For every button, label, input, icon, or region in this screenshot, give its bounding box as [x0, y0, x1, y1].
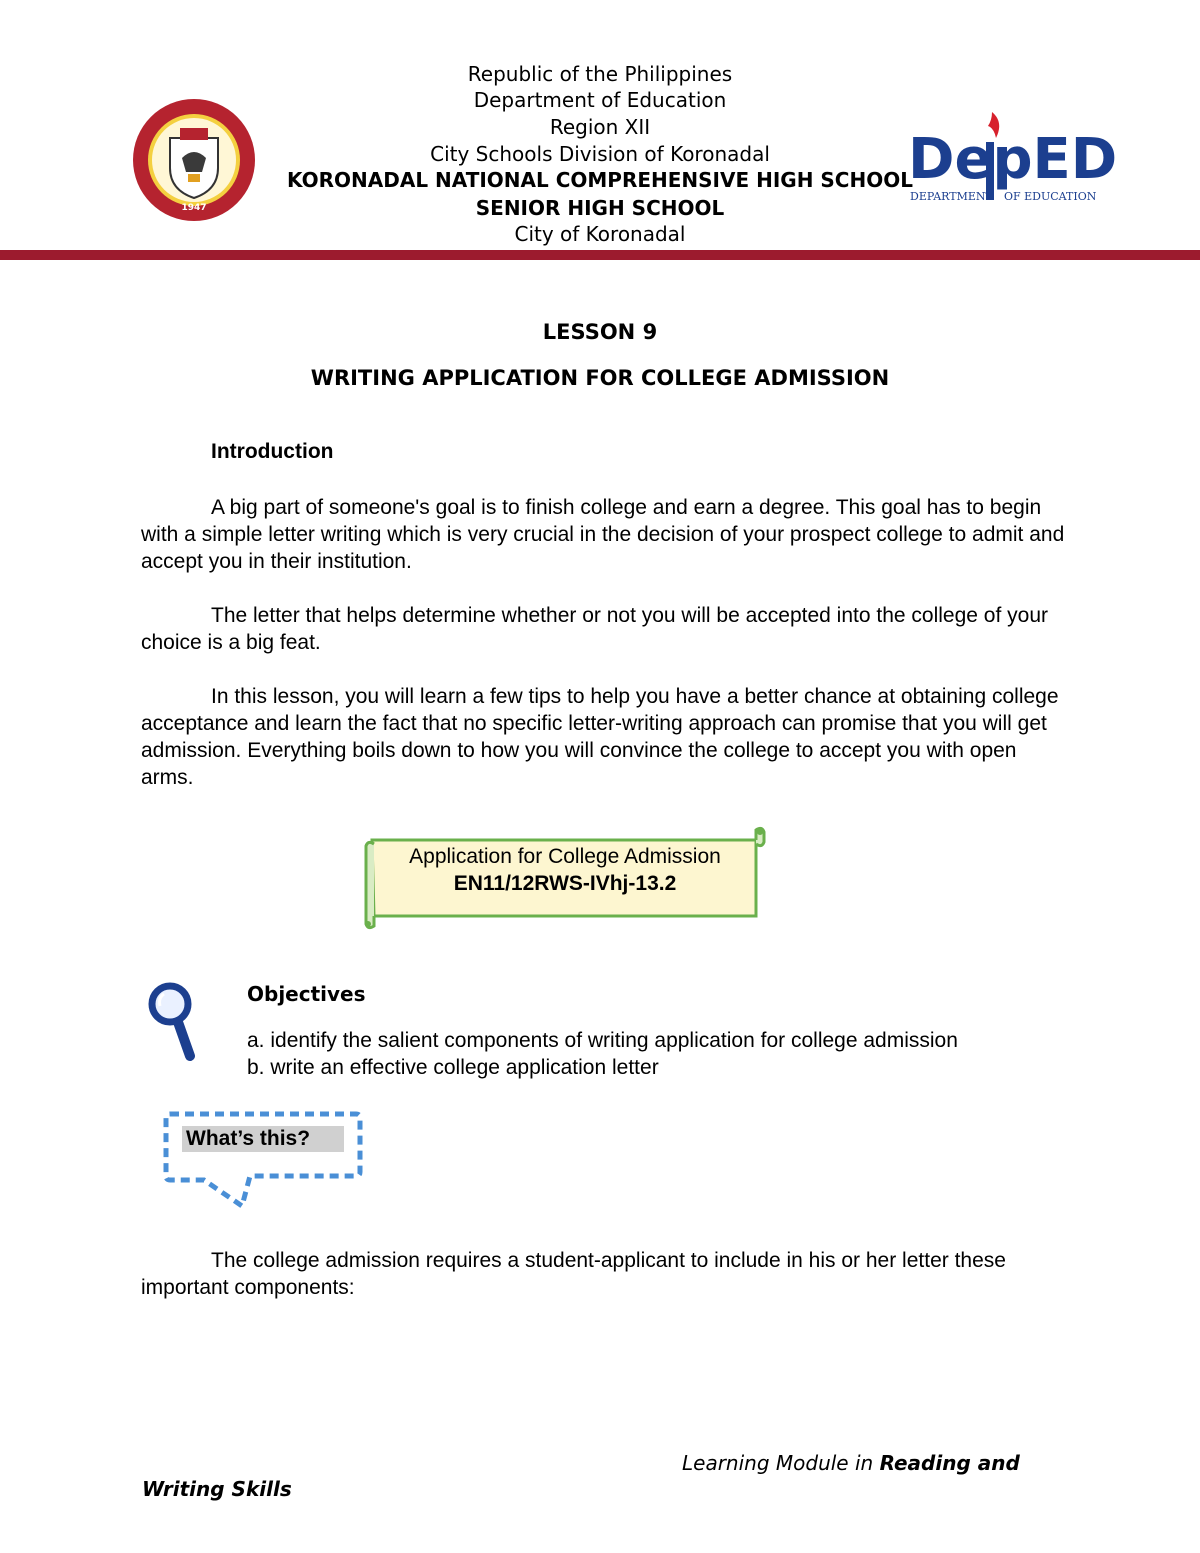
intro-paragraph-3-text: In this lesson, you will learn a few tips to help you have a better chance at obtaining college acceptance and learn the fact that no specific letter-writing approach can promise that you will get admission. Everything boils down to how you will convince the college to accept you with open arms. — [141, 685, 1059, 789]
objective-item-b: b. write an effective college application letter — [247, 1056, 659, 1079]
objectives-list — [247, 1027, 1107, 1081]
header-school-name: KORONADAL NATIONAL COMPREHENSIVE HIGH SCHOOL — [287, 168, 913, 192]
objective-item-a: a. identify the salient components of writing application for college admission — [247, 1029, 958, 1052]
competency-title: Application for College Admission — [409, 845, 721, 868]
deped-logo — [906, 108, 1118, 206]
objectives-heading: Objectives — [247, 982, 366, 1006]
svg-text:OF EDUCATION: OF EDUCATION — [1004, 190, 1097, 203]
introduction-heading: Introduction — [211, 440, 334, 463]
footer-module-title — [682, 1451, 1020, 1475]
speech-bubble — [160, 1108, 366, 1216]
header-department: Department of Education — [473, 88, 727, 112]
components-paragraph-text: The college admission requires a student-applicant to include in his or her letter these important components: — [141, 1249, 1006, 1299]
magnifier-icon — [146, 980, 202, 1064]
footer-subject-b: Writing Skills — [142, 1477, 292, 1501]
header-division: City Schools Division of Koronadal — [430, 142, 770, 166]
intro-paragraph-3 — [141, 683, 1071, 791]
svg-text:DepED: DepED — [908, 127, 1118, 192]
svg-text:DEPARTMENT: DEPARTMENT — [910, 190, 993, 203]
footer-prefix: Learning Module in — [682, 1451, 880, 1475]
header-senior-high: SENIOR HIGH SCHOOL — [475, 196, 725, 220]
header-divider-bar — [0, 250, 1200, 260]
intro-paragraph-1-text: A big part of someone's goal is to finish college and earn a degree. This goal has to begin with a simple letter writing which is very crucial in the decision of your prospect college to admit and accept you in their institution. — [141, 496, 1065, 573]
intro-paragraph-1 — [141, 494, 1071, 575]
lesson-title: WRITING APPLICATION FOR COLLEGE ADMISSION — [310, 366, 890, 390]
footer-subject-a: Reading and — [879, 1451, 1020, 1475]
header-city: City of Koronadal — [514, 222, 686, 246]
intro-paragraph-2-text: The letter that helps determine whether or not you will be accepted into the college of your choice is a big feat. — [141, 604, 1048, 654]
header-region: Region XII — [549, 115, 651, 139]
competency-code: EN11/12RWS-IVhj-13.2 — [453, 872, 677, 895]
lesson-number: LESSON 9 — [542, 320, 658, 344]
svg-text:1947: 1947 — [181, 203, 207, 213]
whats-this-label: What’s this? — [182, 1126, 344, 1152]
components-paragraph — [141, 1247, 1071, 1301]
header-republic: Republic of the Philippines — [467, 62, 733, 86]
intro-paragraph-2 — [141, 602, 1071, 656]
